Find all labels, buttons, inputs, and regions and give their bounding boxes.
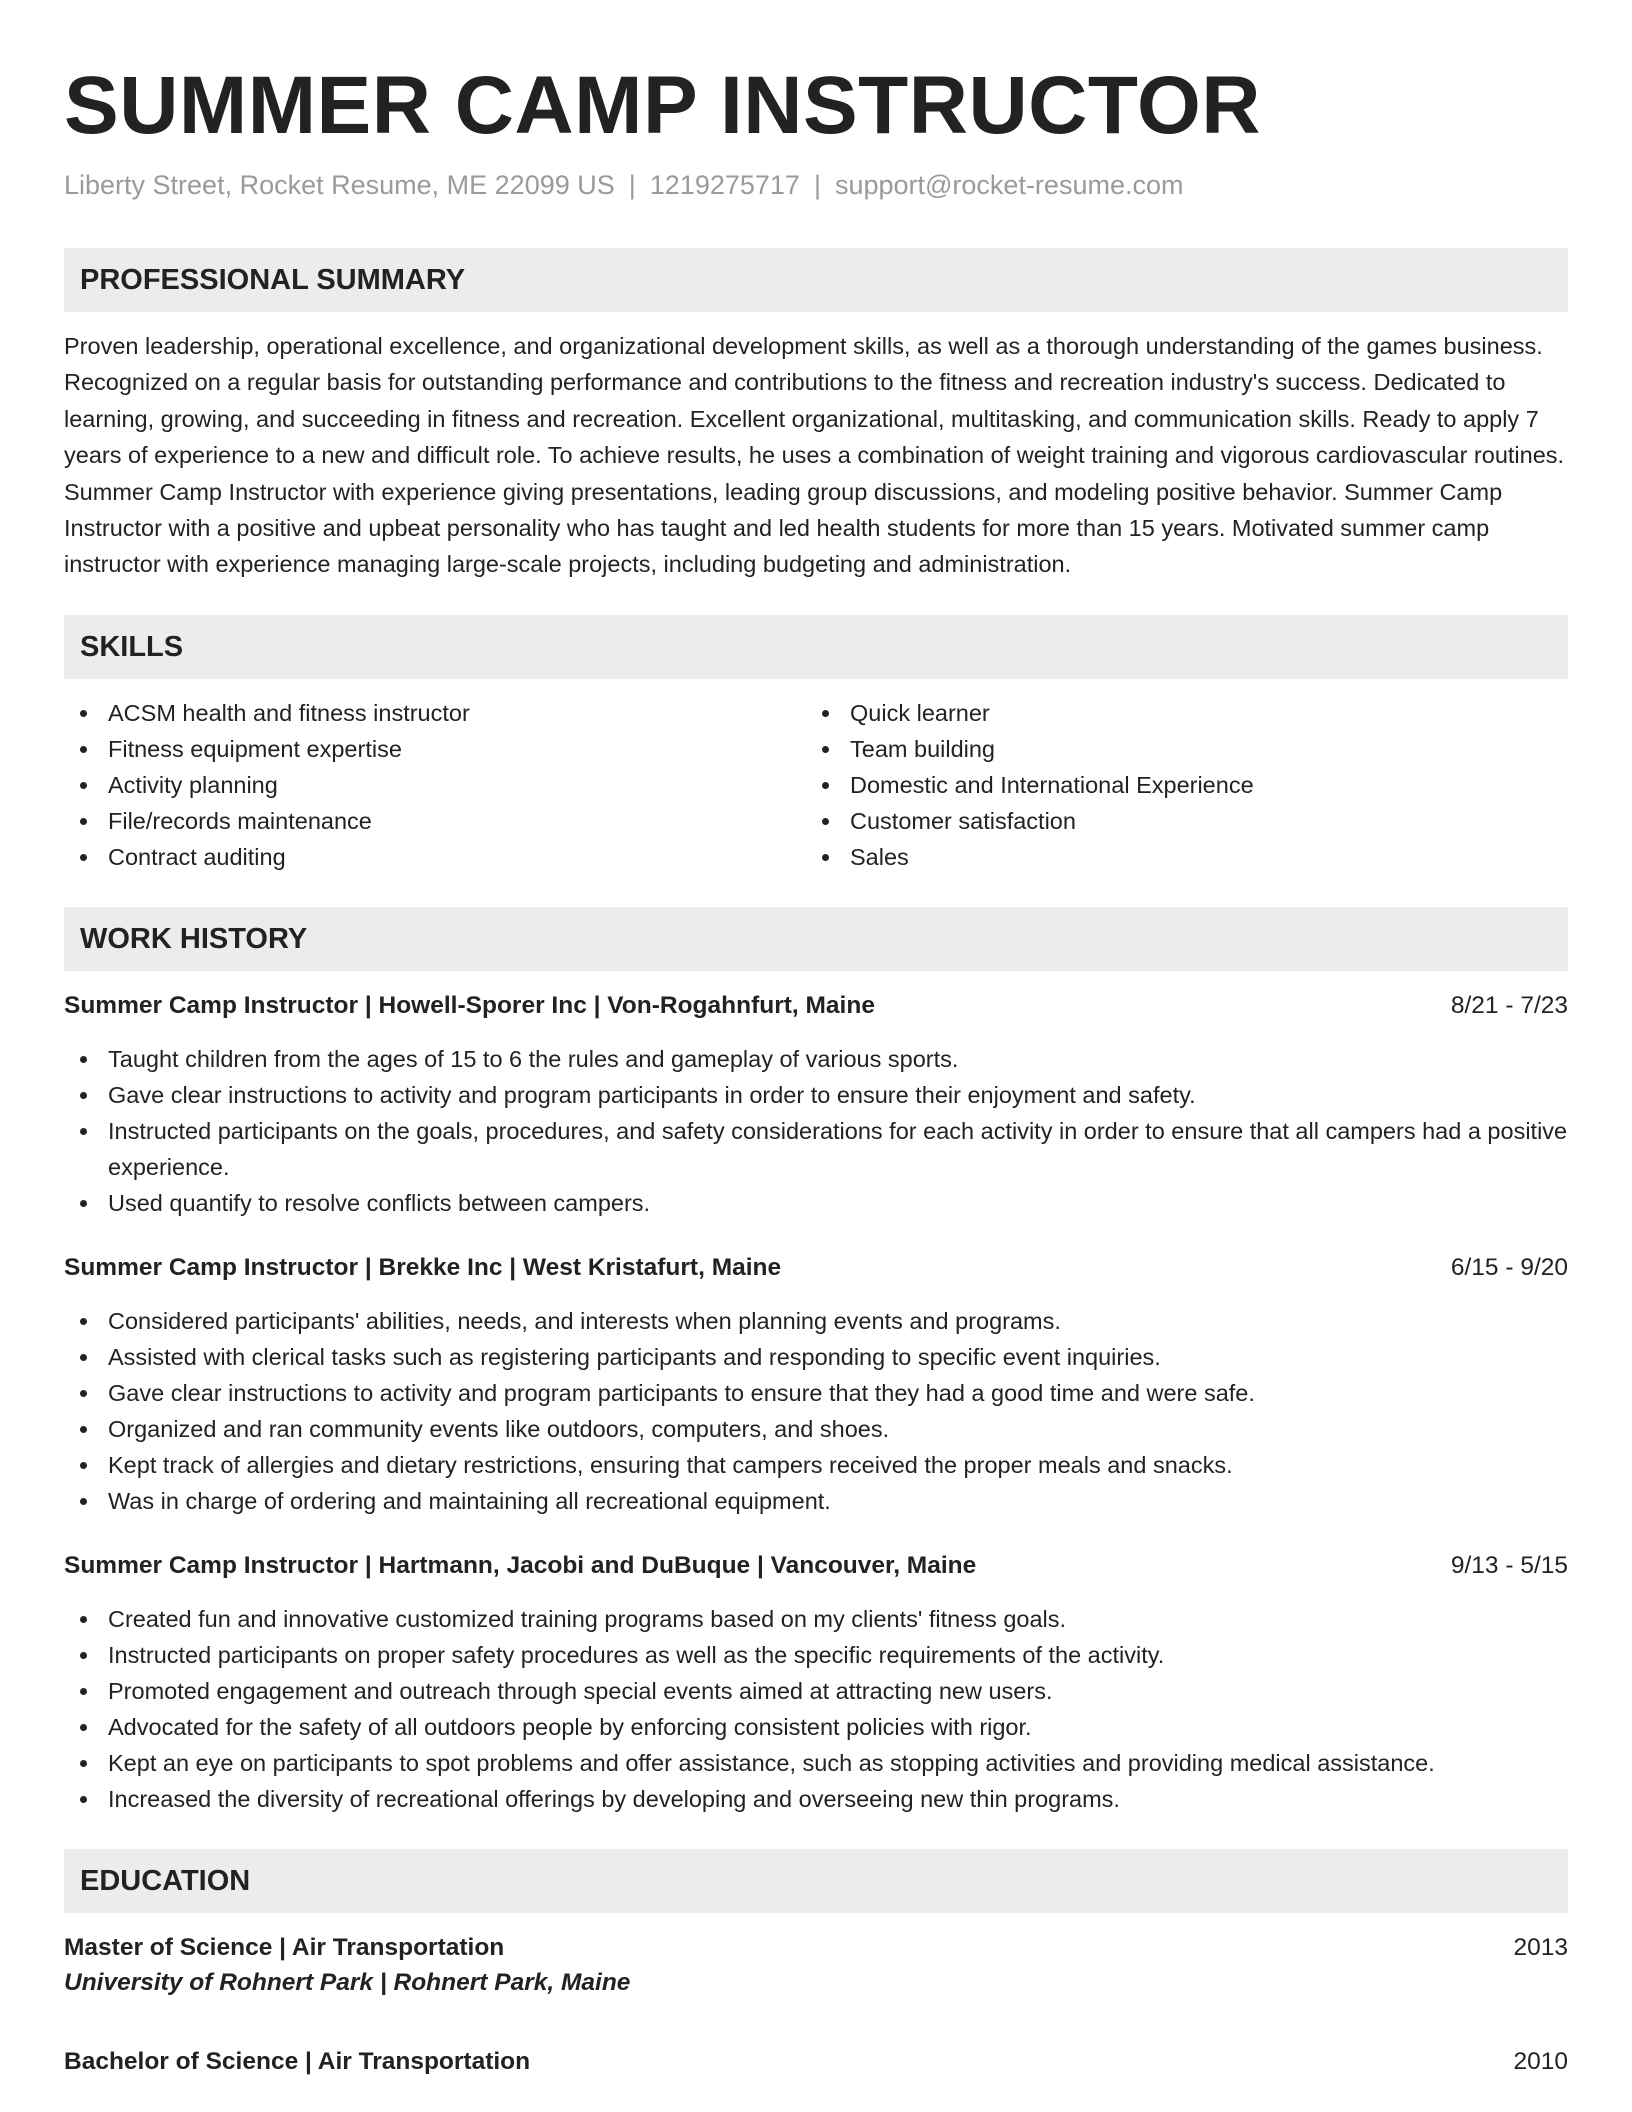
job-bullet: Taught children from the ages of 15 to 6 the rules and gameplay of various sports.: [64, 1041, 1568, 1077]
skill-item: Sales: [806, 839, 1548, 875]
job-bullet: Kept track of allergies and dietary restrictions, ensuring that campers received the proper meals and snacks.: [64, 1447, 1568, 1483]
section-header-summary: PROFESSIONAL SUMMARY: [64, 248, 1568, 312]
job-bullet: Organized and ran community events like outdoors, computers, and shoes.: [64, 1411, 1568, 1447]
education-school: University of Rohnert Park | Rohnert Park, Maine: [64, 1968, 631, 1996]
section-header-skills: SKILLS: [64, 615, 1568, 679]
job-entry: [64, 989, 1568, 1221]
job-bullets: [64, 1303, 1568, 1519]
skill-item: File/records maintenance: [64, 803, 806, 839]
job-title: Summer Camp Instructor | Hartmann, Jacobi and DuBuque | Vancouver, Maine: [64, 1551, 977, 1579]
job-dates: 6/15 - 9/20: [1450, 1253, 1568, 1281]
contact-separator: |: [813, 170, 821, 200]
job-bullet: Gave clear instructions to activity and program participants in order to ensure their enjoyment and safety.: [64, 1077, 1568, 1113]
contact-address: Liberty Street, Rocket Resume, ME 22099 US: [64, 170, 615, 200]
education-entry: [64, 1931, 1568, 2001]
resume-page: [64, 0, 1568, 2079]
skill-item: Quick learner: [806, 695, 1548, 731]
contact-separator: |: [628, 170, 636, 200]
job-title: Summer Camp Instructor | Brekke Inc | West Kristafurt, Maine: [64, 1253, 782, 1281]
job-dates: 8/21 - 7/23: [1450, 991, 1568, 1019]
skill-item: Contract auditing: [64, 839, 806, 875]
job-bullet: Promoted engagement and outreach through special events aimed at attracting new users.: [64, 1673, 1568, 1709]
education-header: [64, 1931, 1568, 1965]
contact-phone: 1219275717: [649, 170, 800, 200]
skill-item: Domestic and International Experience: [806, 767, 1548, 803]
education-year: 2010: [1513, 2047, 1568, 2075]
section-header-education: EDUCATION: [64, 1849, 1568, 1913]
job-bullet: Kept an eye on participants to spot problems and offer assistance, such as stopping activities and providing medical assistance.: [64, 1745, 1568, 1781]
job-header: [64, 989, 1568, 1023]
resume-name: SUMMER CAMP INSTRUCTOR: [64, 60, 1261, 151]
education-entry: [64, 2045, 1568, 2079]
education-header: [64, 2045, 1568, 2079]
skills-list: [64, 695, 1568, 875]
skill-item: ACSM health and fitness instructor: [64, 695, 806, 731]
job-bullet: Was in charge of ordering and maintaining all recreational equipment.: [64, 1483, 1568, 1519]
job-bullet: Instructed participants on the goals, procedures, and safety considerations for each activity in order to ensure that all campers had a positive experience.: [64, 1113, 1568, 1185]
job-title: Summer Camp Instructor | Howell-Sporer Inc | Von-Rogahnfurt, Maine: [64, 991, 875, 1019]
skill-item: Activity planning: [64, 767, 806, 803]
job-bullet: Assisted with clerical tasks such as registering participants and responding to specific event inquiries.: [64, 1339, 1568, 1375]
education-year: 2013: [1513, 1933, 1568, 1961]
summary-text: Proven leadership, operational excellence, and organizational development skills, as well as a thorough understanding of the games business. Recognized on a regular basis for outstanding performance and contributions to the fitness and recreation industry's success. Dedicated to learning, growing, and succeeding in fitness and recreation. Excellent organizational, multitasking, and communication skills. Ready to apply 7 years of experience to a new and difficult role. To achieve results, he uses a combination of weight training and vigorous cardiovascular routines. Summer Camp Instructor with experience giving presentations, leading group discussions, and modeling positive behavior. Summer Camp Instructor with a positive and upbeat personality who has taught and led health students for more than 15 years. Motivated summer camp instructor with experience managing large-scale projects, including budgeting and administration.: [64, 333, 1565, 578]
job-header: [64, 1549, 1568, 1583]
job-entry: [64, 1549, 1568, 1817]
job-bullet: Created fun and innovative customized training programs based on my clients' fitness goals.: [64, 1601, 1568, 1637]
job-bullets: [64, 1601, 1568, 1817]
job-bullet: Considered participants' abilities, needs, and interests when planning events and programs.: [64, 1303, 1568, 1339]
skills-column-left: [64, 695, 806, 875]
job-entry: [64, 1251, 1568, 1519]
skill-item: Customer satisfaction: [806, 803, 1548, 839]
job-bullet: Increased the diversity of recreational offerings by developing and overseeing new thin programs.: [64, 1781, 1568, 1817]
education-degree: Master of Science | Air Transportation: [64, 1933, 505, 1961]
job-bullet: Instructed participants on proper safety procedures as well as the specific requirements of the activity.: [64, 1637, 1568, 1673]
skills-column-right: [806, 695, 1548, 875]
job-bullet: Advocated for the safety of all outdoors people by enforcing consistent policies with rigor.: [64, 1709, 1568, 1745]
job-bullet: Gave clear instructions to activity and program participants to ensure that they had a good time and were safe.: [64, 1375, 1568, 1411]
skill-item: Fitness equipment expertise: [64, 731, 806, 767]
section-header-work-history: WORK HISTORY: [64, 907, 1568, 971]
skill-item: Team building: [806, 731, 1548, 767]
job-bullet: Used quantify to resolve conflicts between campers.: [64, 1185, 1568, 1221]
education-degree: Bachelor of Science | Air Transportation: [64, 2047, 531, 2075]
job-bullets: [64, 1041, 1568, 1221]
job-header: [64, 1251, 1568, 1285]
contact-line: [64, 168, 1568, 202]
contact-email[interactable]: support@rocket-resume.com: [834, 170, 1184, 200]
job-dates: 9/13 - 5/15: [1450, 1551, 1568, 1579]
